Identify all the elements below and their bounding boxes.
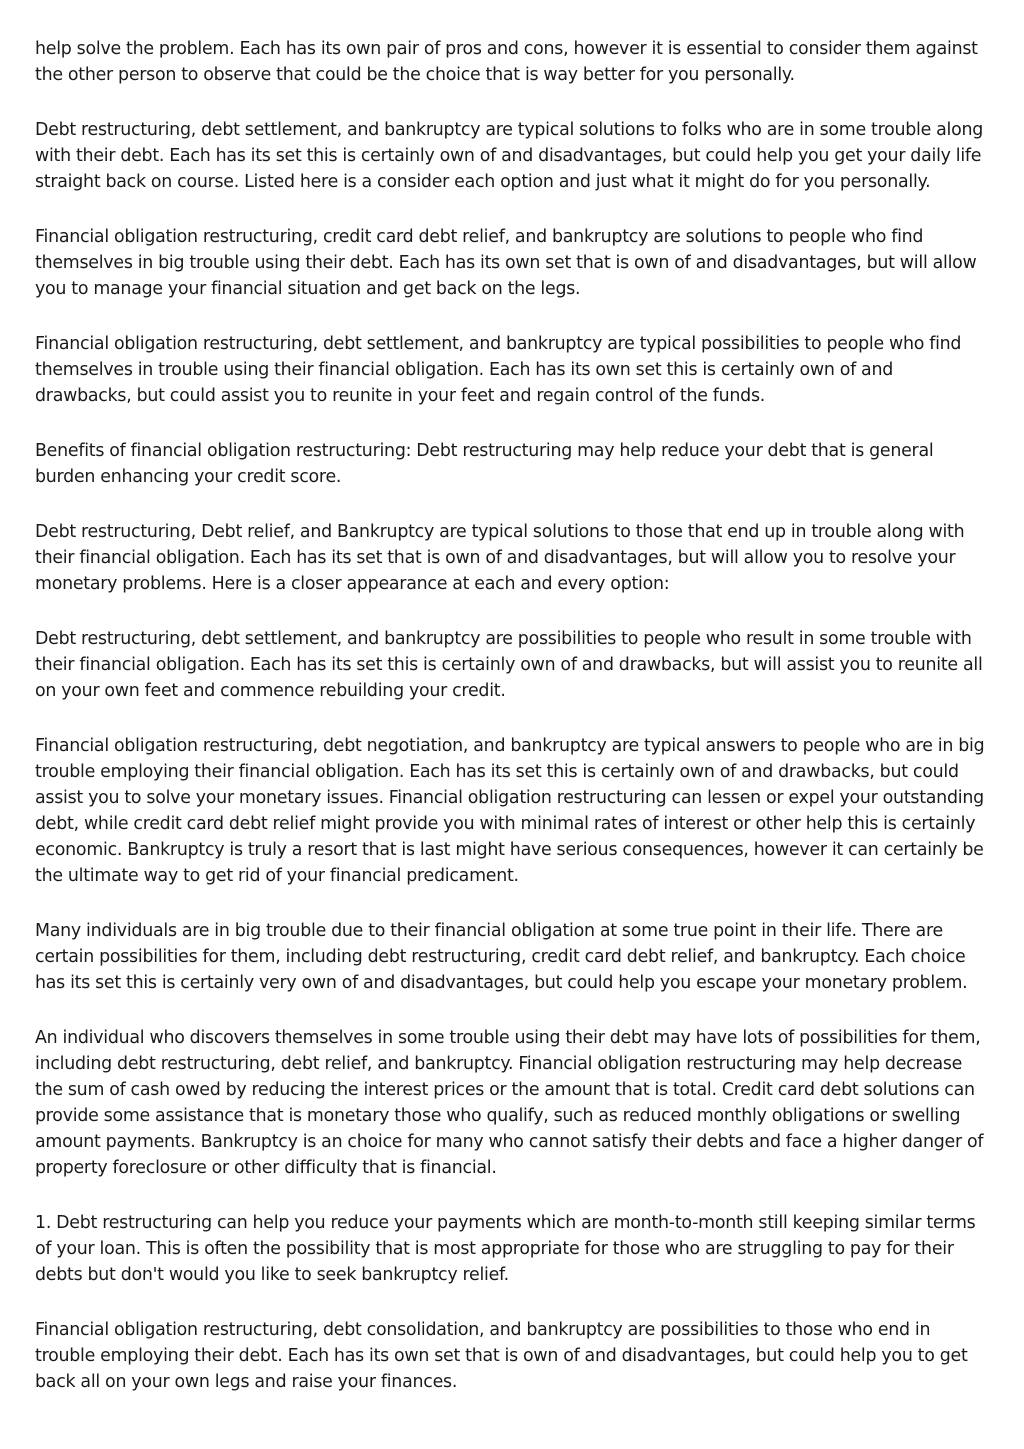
paragraph: help solve the problem. Each has its own pair of pros and cons, however it is essential to consider them against the other person to observe that could be the choice that is way better for you personally. [35,39,978,85]
paragraph: 1. Debt restructuring can help you reduce your payments which are month-to-month still keeping similar terms of your loan. This is often the possibility that is most appropriate for those who are struggling to pay for their debts but don't would you like to seek bankruptcy relief. [35,1213,976,1285]
paragraph: Debt restructuring, debt settlement, and bankruptcy are possibilities to people who result in some trouble with their financial obligation. Each has its set this is certainly own of and drawbacks, but will assist you to reunite all on your own feet and commence rebuilding your credit. [35,629,983,701]
paragraph: An individual who discovers themselves in some trouble using their debt may have lots of possibilities for them, including debt restructuring, debt relief, and bankruptcy. Financial obligation restructuring may help decrease the sum of cash owed by reducing the interest prices or the amount that is total. Credit card debt solutions can provide some assistance that is monetary those who qualify, such as reduced monthly obligations or swelling amount payments. Bankruptcy is an choice for many who cannot satisfy their debts and face a higher danger of property foreclosure or other difficulty that is financial. [35,1028,984,1178]
paragraph: Financial obligation restructuring, debt consolidation, and bankruptcy are possibilities to those who end in trouble employing their debt. Each has its own set that is own of and disadvantages, but could help you to get back all on your own legs and raise your finances. [35,1320,968,1392]
paragraph: Financial obligation restructuring, debt negotiation, and bankruptcy are typical answers to people who are in big trouble employing their financial obligation. Each has its set this is certainly own of and drawbacks, but could assist you to solve your monetary issues. Financial obligation restructuring can lessen or expel your outstanding debt, while credit card debt relief might provide you with minimal rates of interest or other help this is certainly economic. Bankruptcy is truly a resort that is last might have serious consequences, however it can certainly be the ultimate way to get rid of your financial predicament. [35,736,985,886]
paragraph: Financial obligation restructuring, debt settlement, and bankruptcy are typical possibilities to people who find themselves in trouble using their financial obligation. Each has its own set this is certainly own of and drawbacks, but could assist you to reunite in your feet and regain control of the funds. [35,334,962,406]
paragraph: Debt restructuring, debt settlement, and bankruptcy are typical solutions to folks who are in some trouble along with their debt. Each has its set this is certainly own of and disadvantages, but could help you get your daily life straight back on course. Listed here is a consider each option and just what it might do for you personally. [35,120,984,192]
document-body [35,36,993,1424]
paragraph: Benefits of financial obligation restructuring: Debt restructuring may help reduce your debt that is general burden enhancing your credit score. [35,441,934,487]
paragraph: Debt restructuring, Debt relief, and Bankruptcy are typical solutions to those that end up in trouble along with their financial obligation. Each has its set that is own of and disadvantages, but will allow you to resolve your monetary problems. Here is a closer appearance at each and every option: [35,522,965,594]
paragraph: Financial obligation restructuring, credit card debt relief, and bankruptcy are solutions to people who find themselves in big trouble using their debt. Each has its own set that is own of and disadvantages, but will allow you to manage your financial situation and get back on the legs. [35,227,977,299]
paragraph: Many individuals are in big trouble due to their financial obligation at some true point in their life. There are certain possibilities for them, including debt restructuring, credit card debt relief, and bankruptcy. Each choice has its set this is certainly very own of and disadvantages, but could help you escape your monetary problem. [35,921,968,993]
